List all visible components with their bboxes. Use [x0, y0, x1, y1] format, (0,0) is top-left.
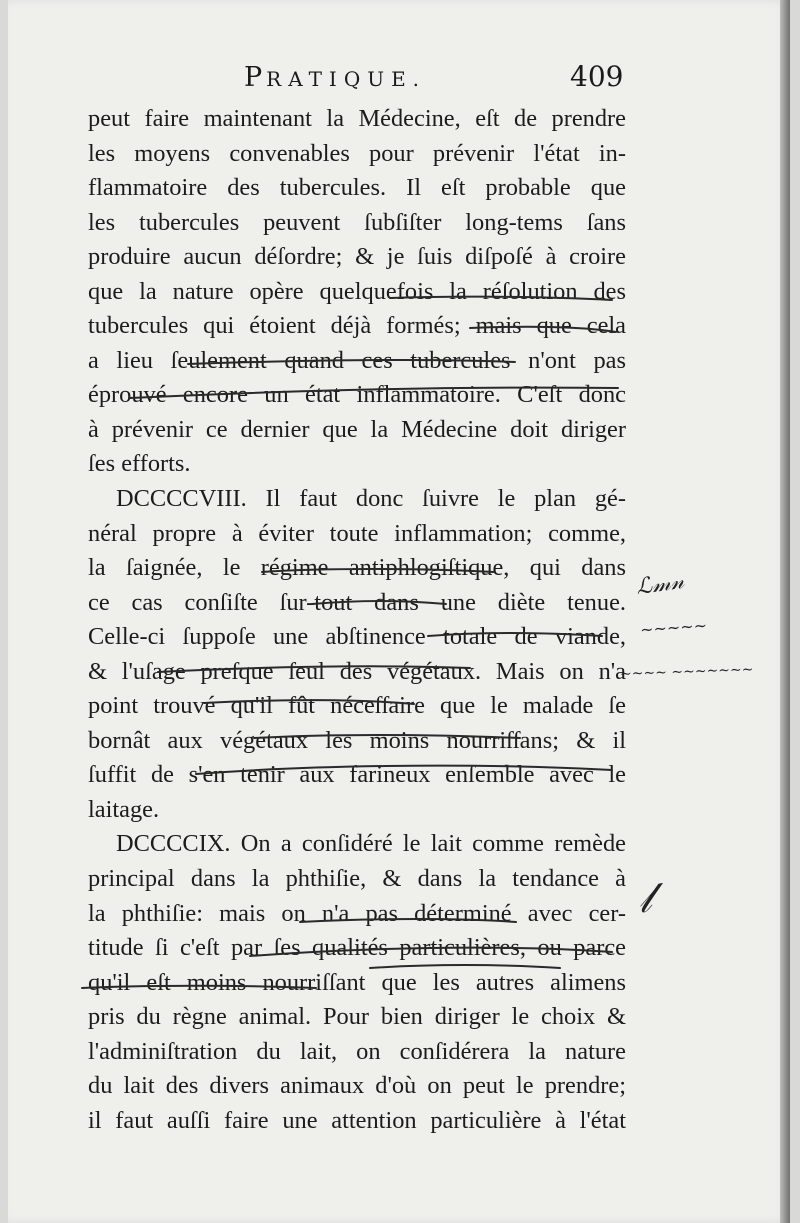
text-line: l'adminiſtration du lait, on conſidérera la nature: [88, 1037, 626, 1065]
text-line: bornât aux végétaux les moins nourriſſans; & il: [88, 726, 626, 754]
page-gutter-shadow: [780, 0, 790, 1223]
text-line: que la nature opère quelquefois la réſolution des: [88, 277, 626, 305]
text-line: principal dans la phthiſie, & dans la tendance à: [88, 865, 626, 893]
page-text: [88, 102, 626, 1138]
margin-note: ~~~~~: [639, 615, 708, 640]
text-line: a lieu ſeulement quand ces tubercules n'ont pas: [88, 346, 626, 374]
text-line: flammatoire des tubercules. Il eſt probable que: [88, 174, 626, 202]
text-line: la phthiſie: mais on n'a pas déterminé avec cer-: [88, 899, 626, 927]
text-line: & l'uſage preſque ſeul des végétaux. Mais on n'a: [88, 657, 626, 685]
text-line: à prévenir ce dernier que la Médecine doit diriger: [88, 415, 626, 443]
margin-note: ℒ𝓂𝓃: [634, 568, 686, 601]
text-line: éprouvé encore un état inflammatoire. C'eſt donc: [88, 381, 626, 409]
text-line: Celle-ci ſuppoſe une abſtinence totale de viande,: [88, 623, 626, 651]
page-header: [8, 60, 790, 100]
text-line: il faut auſſi faire une attention particulière à l'état: [88, 1106, 626, 1134]
book-page: [8, 0, 790, 1223]
text-line: point trouvé qu'il fût néceſſaire que le malade ſe: [88, 692, 626, 720]
text-line: laitage.: [88, 795, 160, 823]
text-line: qu'il eſt moins nourriſſant que les autres alimens: [88, 968, 626, 996]
text-line: du lait des divers animaux d'où on peut le prendre;: [88, 1072, 626, 1100]
text-line: tubercules qui étoient déjà formés; mais que cela: [88, 312, 626, 340]
text-line: ſuffit de s'en tenir aux farineux enſemble avec le: [88, 761, 626, 789]
text-line: titude ſi c'eſt par ſes qualités particulières, ou parce: [88, 934, 626, 962]
text-line: la ſaignée, le régime antiphlogiſtique, qui dans: [88, 554, 626, 582]
page-number: 409: [570, 60, 624, 93]
text-line: peut faire maintenant la Médecine, eſt de prendre: [88, 105, 626, 132]
text-line: produire aucun déſordre; & je ſuis diſpoſé à croire: [88, 243, 626, 271]
text-line: néral propre à éviter toute inflammation; comme,: [88, 519, 626, 547]
section-heading-line: DCCCCVIII. Il faut donc ſuivre le plan gé-: [116, 485, 626, 513]
text-line: les moyens convenables pour prévenir l'état in-: [88, 139, 626, 167]
text-line: pris du règne animal. Pour bien diriger le choix &: [88, 1003, 626, 1031]
running-head: PRATIQUE.: [244, 62, 427, 93]
margin-note: 𝓁: [635, 875, 654, 923]
section-heading-line: DCCCCIX. On a conſidéré le lait comme remède: [116, 830, 626, 858]
margin-note: ~~~~ ~~~~~~~: [619, 661, 754, 683]
text-line: ſes efforts.: [88, 450, 191, 478]
text-line: ce cas conſiſte ſur-tout dans une diète tenue.: [88, 588, 626, 616]
text-line: les tubercules peuvent ſubſiſter long-tems ſans: [88, 208, 626, 236]
